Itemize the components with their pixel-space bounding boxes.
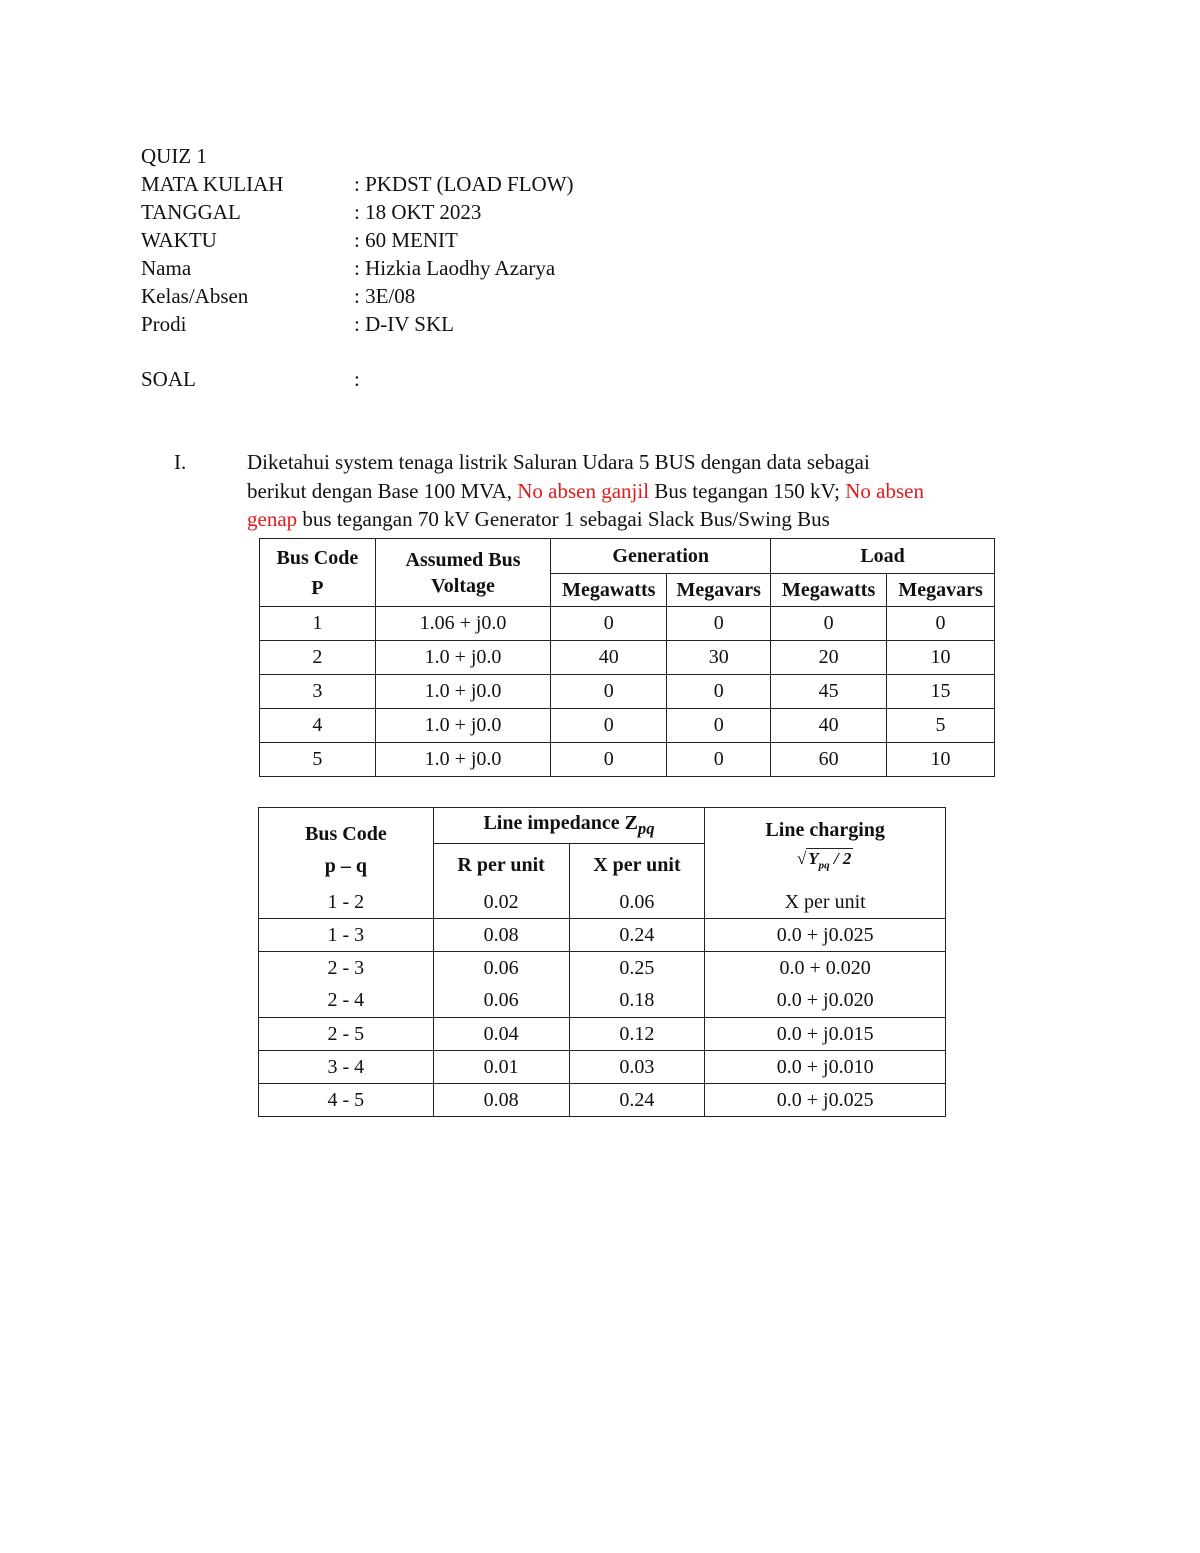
table-cell: 5 <box>260 743 376 777</box>
table-cell: 1.0 + j0.0 <box>375 709 551 743</box>
quiz-title: QUIZ 1 <box>141 144 207 168</box>
odd-absence-highlight: No absen ganjil <box>517 478 650 503</box>
generation-header: Generation <box>551 539 771 574</box>
question-number: I. <box>174 450 187 474</box>
table-cell: 0.24 <box>569 919 705 952</box>
field-label: Prodi <box>141 312 187 336</box>
table-cell: 4 - 5 <box>259 1084 434 1117</box>
table-row <box>259 1018 946 1051</box>
soal-value: : <box>354 367 360 391</box>
table-cell: 0 <box>667 675 771 709</box>
table-cell: 4 <box>260 709 376 743</box>
table-cell: 0 <box>771 607 887 641</box>
table-cell: 1.0 + j0.0 <box>375 641 551 675</box>
table-cell: 0.0 + j0.015 <box>705 1018 946 1051</box>
line-charging-header <box>705 808 946 887</box>
charging-unit-label: X per unit <box>705 887 946 919</box>
table-cell: 1.0 + j0.0 <box>375 675 551 709</box>
table-row <box>260 641 995 675</box>
table-cell: 0 <box>551 675 667 709</box>
table-row <box>259 985 946 1018</box>
table-cell: 0.03 <box>569 1051 705 1084</box>
load-megawatts-header: Megawatts <box>771 574 887 607</box>
bus-code-header <box>259 808 434 887</box>
table-cell: 10 <box>887 743 995 777</box>
load-megavars-header: Megavars <box>887 574 995 607</box>
table-cell: 2 <box>260 641 376 675</box>
field-value: : 60 MENIT <box>354 228 458 252</box>
table-cell: 1 - 3 <box>259 919 434 952</box>
table-row <box>260 607 995 641</box>
header-sublabel: Voltage <box>431 574 495 597</box>
field-label: Kelas/Absen <box>141 284 249 308</box>
table-cell: 0.0 + j0.020 <box>705 985 946 1018</box>
table-cell: 0.08 <box>433 1084 569 1117</box>
question-text-segment: Bus tegangan 150 kV; <box>649 478 846 503</box>
table-cell: 1 <box>260 607 376 641</box>
header-label: Assumed Bus <box>405 548 521 571</box>
field-label: MATA KULIAH <box>141 172 284 196</box>
table-cell: 0 <box>887 607 995 641</box>
field-label: WAKTU <box>141 228 217 252</box>
table-cell: 0.01 <box>433 1051 569 1084</box>
table-cell: 20 <box>771 641 887 675</box>
table-cell: 0.0 + 0.020 <box>705 952 946 985</box>
table-cell: 40 <box>551 641 667 675</box>
field-value: : Hizkia Laodhy Azarya <box>354 256 556 280</box>
sqrt-icon: √ <box>796 848 807 868</box>
question-line-3 <box>247 505 1047 534</box>
table-cell: 2 - 3 <box>259 952 434 985</box>
line-impedance-header <box>433 808 705 844</box>
header-subscript: pq <box>637 819 655 838</box>
table-row <box>260 675 995 709</box>
table-row <box>260 709 995 743</box>
question-line-1: Diketahui system tenaga listrik Saluran Udara 5 BUS dengan data sebagai <box>247 450 870 474</box>
field-label: TANGGAL <box>141 200 241 224</box>
header-label: Line charging <box>765 818 885 841</box>
header-label: Bus Code <box>276 546 359 569</box>
assumed-voltage-header <box>375 539 551 607</box>
table-cell: 0.0 + j0.010 <box>705 1051 946 1084</box>
table-cell: 0.06 <box>569 887 705 919</box>
question-text <box>247 448 1047 534</box>
line-data-table <box>258 807 946 1117</box>
table-cell: 60 <box>771 743 887 777</box>
load-header: Load <box>771 539 995 574</box>
table-row <box>260 743 995 777</box>
even-absence-highlight: No absen <box>845 478 924 503</box>
formula-radicand: $Y_{pq} / 2$ <box>808 848 852 871</box>
field-value: : 3E/08 <box>354 284 416 308</box>
table-cell: 2 - 4 <box>259 985 434 1018</box>
table-cell: 30 <box>667 641 771 675</box>
soal-label: SOAL <box>141 367 196 391</box>
even-absence-highlight: genap <box>247 507 298 531</box>
table-cell: 1 - 2 <box>259 887 434 919</box>
table-cell: 0.08 <box>433 919 569 952</box>
table-cell: 0.06 <box>433 952 569 985</box>
bus-data-table <box>259 538 995 777</box>
table-row <box>259 952 946 985</box>
table-cell: 0 <box>551 607 667 641</box>
field-label: Nama <box>141 256 192 280</box>
table-cell: 10 <box>887 641 995 675</box>
table-row <box>259 1051 946 1084</box>
field-value: : D-IV SKL <box>354 312 454 336</box>
table-cell: 0.24 <box>569 1084 705 1117</box>
table-header-row <box>260 539 995 574</box>
charging-formula <box>797 845 853 879</box>
table-cell: 0 <box>667 743 771 777</box>
table-row <box>259 887 946 919</box>
table-cell: 0.02 <box>433 887 569 919</box>
question-line-2 <box>247 477 1047 506</box>
table-cell: 0 <box>551 709 667 743</box>
gen-megavars-header: Megavars <box>667 574 771 607</box>
table-cell: 0.12 <box>569 1018 705 1051</box>
table-cell: 1.06 + j0.0 <box>375 607 551 641</box>
table-cell: 1.0 + j0.0 <box>375 743 551 777</box>
header-sublabel: P <box>311 576 324 599</box>
table-cell: 0 <box>667 709 771 743</box>
bus-code-header <box>260 539 376 607</box>
table-cell: 3 - 4 <box>259 1051 434 1084</box>
table-cell: 0.0 + j0.025 <box>705 919 946 952</box>
table-cell: 0.06 <box>433 985 569 1018</box>
table-cell: 15 <box>887 675 995 709</box>
table-cell: 5 <box>887 709 995 743</box>
table-cell: 0.25 <box>569 952 705 985</box>
question-text-segment: bus tegangan 70 kV Generator 1 sebagai Slack Bus/Swing Bus <box>297 507 830 531</box>
table-row <box>259 919 946 952</box>
table-row <box>259 1084 946 1117</box>
gen-megawatts-header: Megawatts <box>551 574 667 607</box>
table-cell: 0.18 <box>569 985 705 1018</box>
question-text-segment: berikut dengan Base 100 MVA, <box>247 478 518 503</box>
table-cell: 45 <box>771 675 887 709</box>
table-cell: 2 - 5 <box>259 1018 434 1051</box>
field-value: : PKDST (LOAD FLOW) <box>354 172 574 196</box>
table-cell: 0 <box>551 743 667 777</box>
x-per-unit-header: X per unit <box>569 844 705 887</box>
table-cell: 40 <box>771 709 887 743</box>
field-value: : 18 OKT 2023 <box>354 200 482 224</box>
table-cell: 0 <box>667 607 771 641</box>
r-per-unit-header: R per unit <box>433 844 569 887</box>
table-cell: 0.04 <box>433 1018 569 1051</box>
header-label: Line impedance Z <box>483 812 638 834</box>
header-label: Bus Code <box>305 823 387 846</box>
table-cell: 0.0 + j0.025 <box>705 1084 946 1117</box>
table-cell: 3 <box>260 675 376 709</box>
header-sublabel: p – q <box>324 855 367 878</box>
table-header-row <box>259 808 946 844</box>
